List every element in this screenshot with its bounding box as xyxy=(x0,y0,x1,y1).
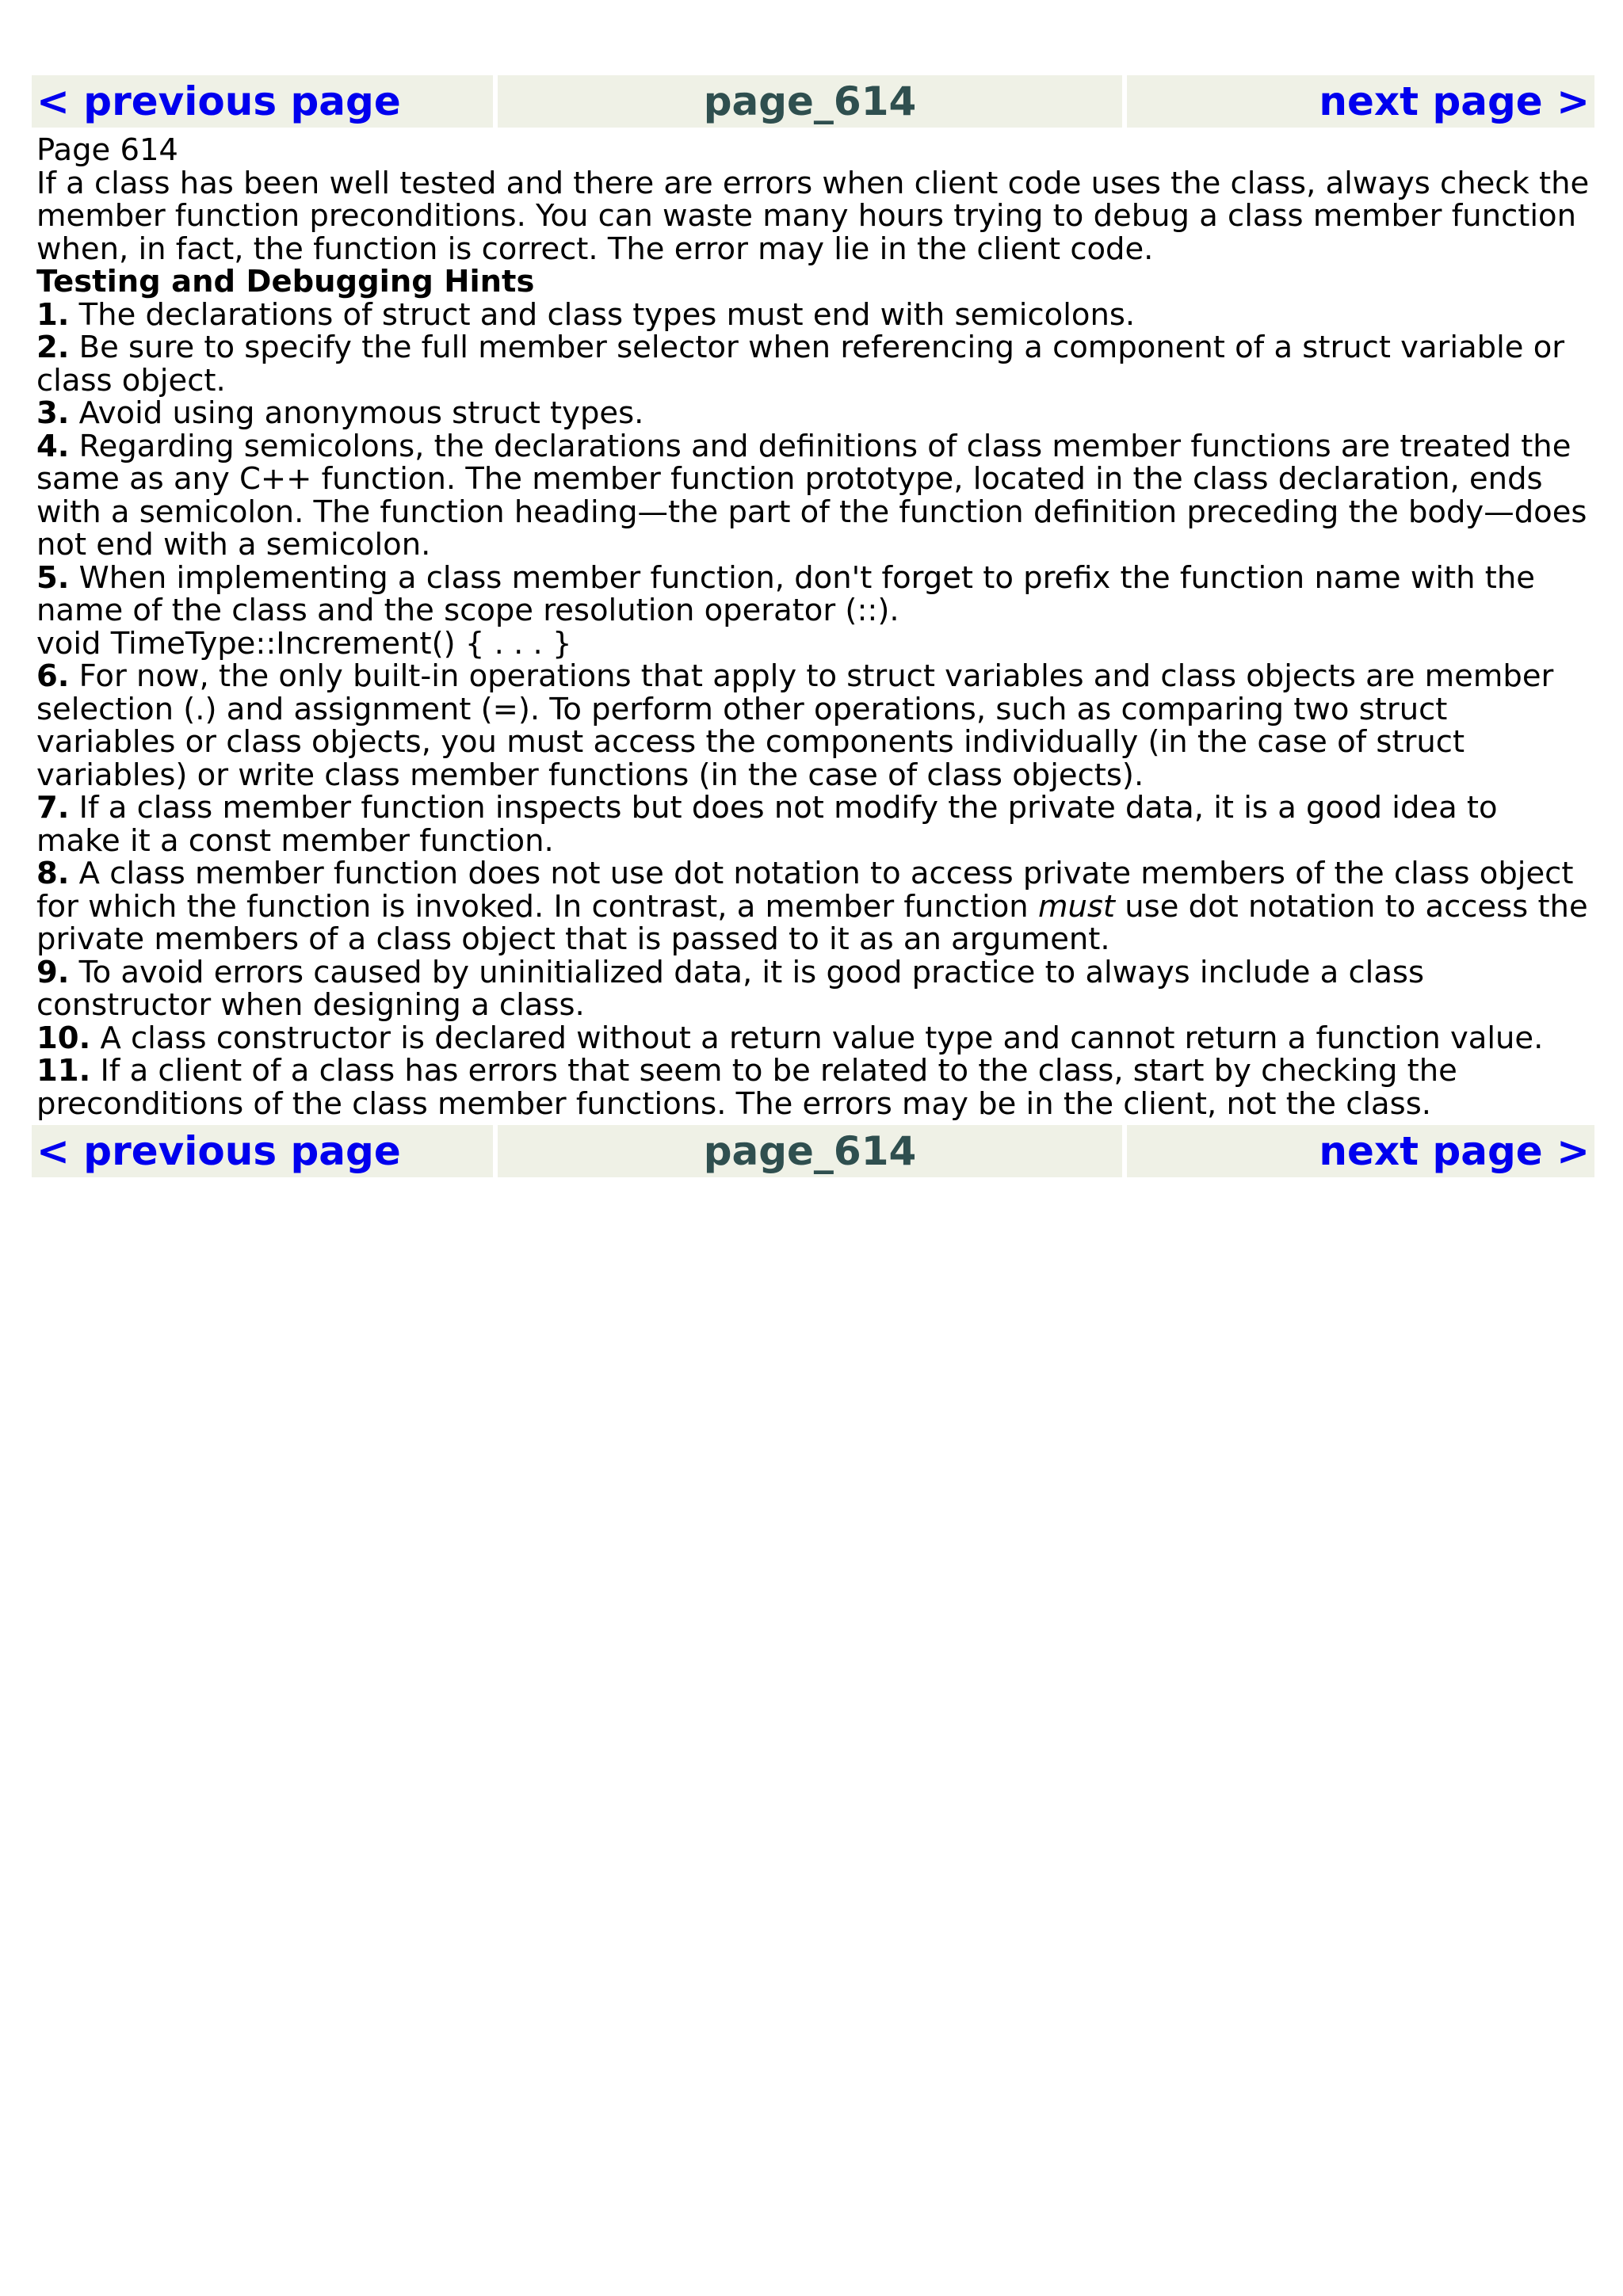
hint-item xyxy=(36,397,1590,430)
page xyxy=(32,75,1594,1177)
next-page-link[interactable]: next page > xyxy=(1127,1125,1594,1177)
hint-item xyxy=(36,331,1590,397)
hint-text: The declarations of struct and class types must end with semicolons. xyxy=(69,296,1136,333)
hint-text: To avoid errors caused by uninitialized data, it is good practice to always include a class constructor when designing a class. xyxy=(36,954,1425,1023)
hint-text: If a client of a class has errors that seem to be related to the class, start by checking the preconditions of the class member functions. The errors may be in the client, not the class. xyxy=(36,1053,1457,1122)
hint-emphasis: must xyxy=(1037,888,1116,925)
hint-text: For now, the only built-in operations that apply to struct variables and class objects are member selection (.) and assignment (=). To perform other operations, such as comparing two struct variables or class objects, you must access the components individually (in the case of struct variables) or write class member functions (in the case of class objects). xyxy=(36,658,1554,793)
hint-item xyxy=(36,791,1590,857)
hint-text: A class member function does not use dot notation to access private members of the class object for which the function is invoked. In contrast, a member function xyxy=(36,856,1574,925)
hint-text: Avoid using anonymous struct types. xyxy=(69,395,644,431)
hint-number: 5. xyxy=(36,559,70,596)
hint-number: 10. xyxy=(36,1020,91,1056)
code-line: void TimeType::Increment() { . . . } xyxy=(36,625,572,662)
hint-number: 1. xyxy=(36,296,70,333)
hint-text: Be sure to specify the full member selector when referencing a component of a struct variable or class object. xyxy=(36,330,1565,399)
hint-text: When implementing a class member function, don't forget to prefix the function name with the name of the class and the scope resolution operator (::). xyxy=(36,559,1535,628)
previous-page-link[interactable]: < previous page xyxy=(32,1125,493,1177)
hint-item xyxy=(36,1055,1590,1120)
hint-number: 6. xyxy=(36,658,70,694)
hint-text: Regarding semicolons, the declarations and definitions of class member functions are treated the same as any C++ function. The member function prototype, located in the class declaration, ends with a semicolon. The function heading—the part of the function definition preceding the body—does not end with a semicolon. xyxy=(36,428,1587,563)
section-heading: Testing and Debugging Hints xyxy=(36,264,535,299)
hint-number: 11. xyxy=(36,1053,91,1089)
hint-number: 4. xyxy=(36,428,70,464)
hint-item xyxy=(36,559,1590,628)
hint-text: use dot notation to access the private members of a class object that is passed to it as an argument. xyxy=(36,888,1588,957)
hint-text: A class constructor is declared without a return value type and cannot return a function value. xyxy=(90,1020,1544,1056)
hint-number: 3. xyxy=(36,395,70,431)
hint-number: 7. xyxy=(36,790,70,826)
hint-item xyxy=(36,660,1590,791)
hint-item xyxy=(36,1022,1590,1055)
page-label: Page 614 xyxy=(36,132,178,168)
next-page-link[interactable]: next page > xyxy=(1127,75,1594,128)
bottom-nav-bar xyxy=(32,1125,1594,1177)
intro-paragraph: If a class has been well tested and there are errors when client code uses the class, always check the member function preconditions. You can waste many hours trying to debug a class member function when, in fact, the function is correct. The error may lie in the client code. xyxy=(36,165,1590,267)
page-content xyxy=(32,134,1594,1120)
page-id-label: page_614 xyxy=(498,1125,1122,1177)
hint-text: If a class member function inspects but does not modify the private data, it is a good idea to make it a const member function. xyxy=(36,790,1498,859)
hint-number: 8. xyxy=(36,856,70,891)
page-id-label: page_614 xyxy=(498,75,1122,128)
hint-number: 2. xyxy=(36,330,70,365)
hint-item xyxy=(36,296,1590,333)
hint-number: 9. xyxy=(36,954,70,990)
hint-item xyxy=(36,956,1590,1022)
hint-item xyxy=(36,857,1590,956)
top-nav-bar xyxy=(32,75,1594,128)
hint-item xyxy=(36,430,1590,562)
previous-page-link[interactable]: < previous page xyxy=(32,75,493,128)
